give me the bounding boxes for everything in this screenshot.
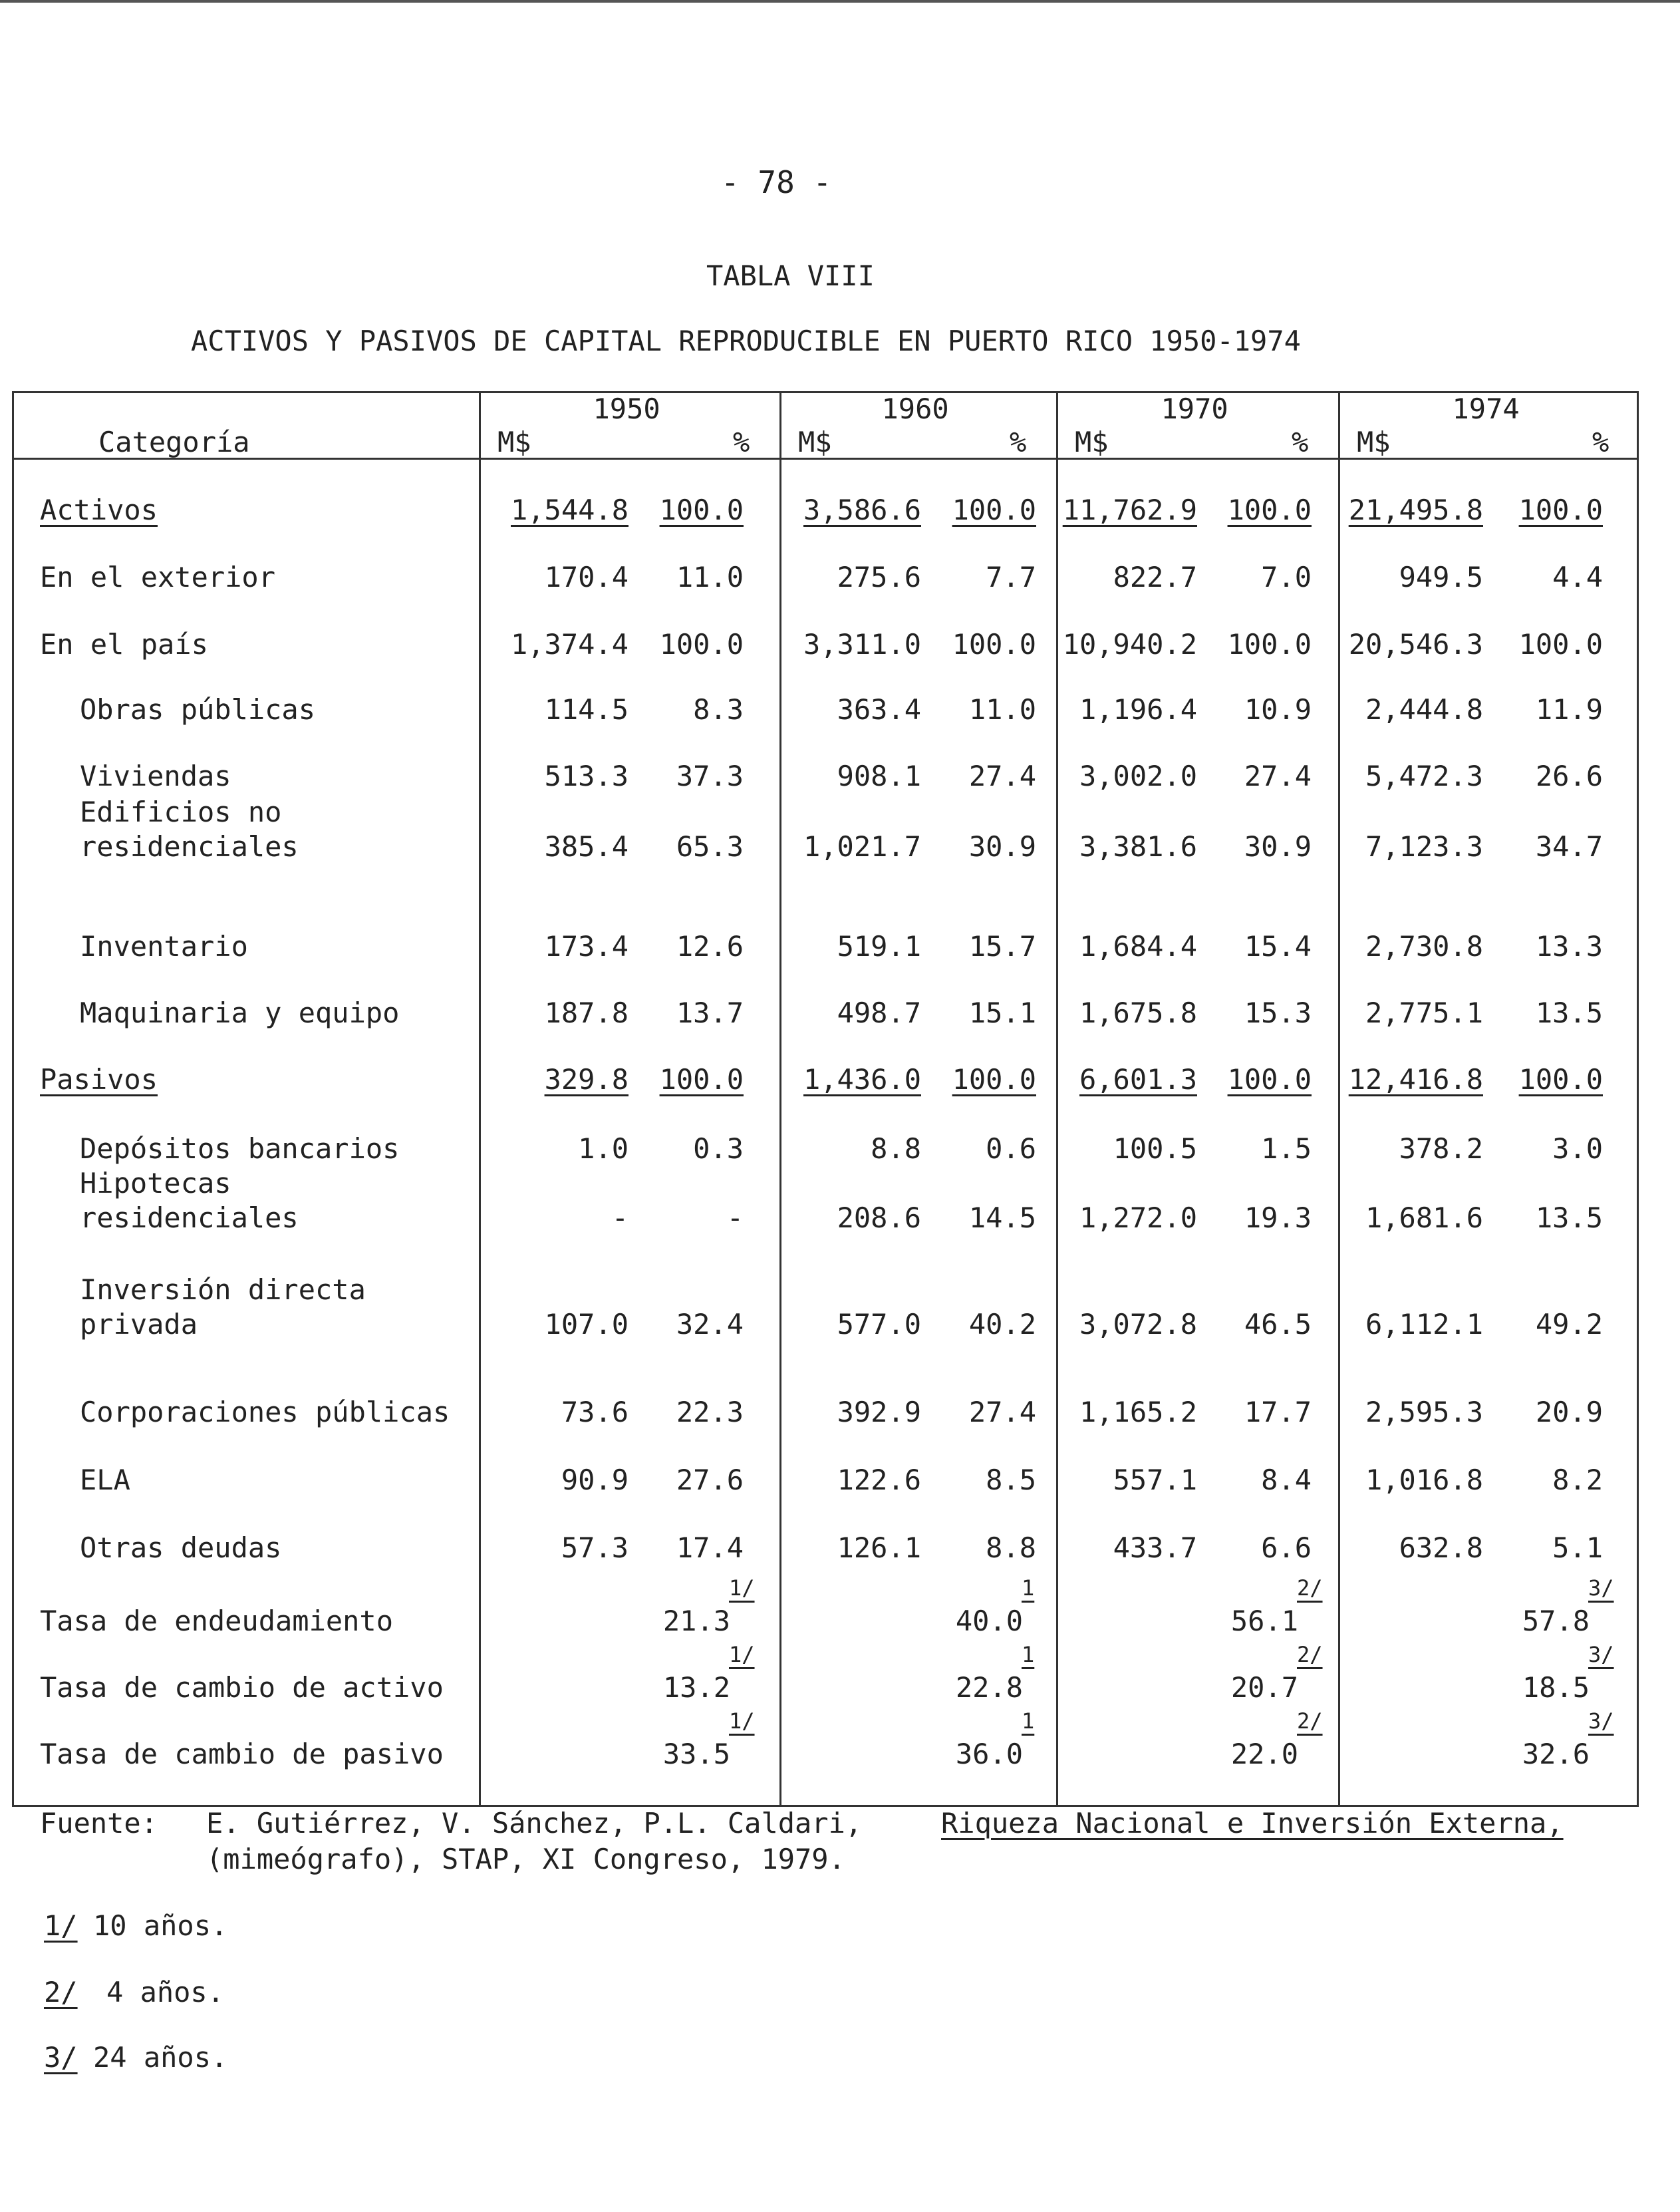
- table-cell: 0.3: [693, 1132, 744, 1165]
- rate-cell: 21.3: [662, 1605, 730, 1637]
- footnote-mark: 2/: [44, 1976, 78, 2008]
- header-col-pct: %: [1010, 426, 1027, 458]
- table-cell: 1,436.0: [803, 1063, 921, 1096]
- table-cell: 6,601.3: [1079, 1063, 1197, 1096]
- table-cell: 19.3: [1244, 1201, 1312, 1234]
- table-cell: 208.6: [837, 1201, 921, 1234]
- table-cell: 15.1: [968, 997, 1036, 1029]
- table-cell: 21,495.8: [1348, 494, 1483, 526]
- row-label: Corporaciones públicas: [80, 1396, 450, 1428]
- row-label: Inversión directa: [80, 1273, 366, 1306]
- rate-cell: 56.1: [1230, 1605, 1298, 1637]
- row-label: Hipotecas: [80, 1167, 231, 1199]
- table-cell: 2,444.8: [1365, 693, 1483, 726]
- col-separator: [1338, 391, 1340, 1807]
- table-cell: 557.1: [1113, 1464, 1197, 1496]
- table-cell: 7.0: [1261, 561, 1312, 593]
- header-col-ms: M$: [1357, 426, 1391, 458]
- table-cell: 3.0: [1552, 1132, 1603, 1165]
- table-cell: 15.3: [1244, 997, 1312, 1029]
- header-col-ms: M$: [1075, 426, 1109, 458]
- table-cell: 1,675.8: [1079, 997, 1197, 1029]
- table-cell: 100.0: [1518, 1063, 1603, 1096]
- table-cell: 30.9: [968, 830, 1036, 863]
- table-cell: 10,940.2: [1062, 628, 1197, 661]
- table-cell: 1,016.8: [1365, 1464, 1483, 1496]
- table-cell: 8.8: [871, 1132, 921, 1165]
- table-cell: 22.3: [676, 1396, 744, 1428]
- table-cell: 363.4: [837, 693, 921, 726]
- table-cell: 378.2: [1399, 1132, 1483, 1165]
- table-cell: 17.7: [1244, 1396, 1312, 1428]
- source-work: Riqueza Nacional e Inversión Externa,: [941, 1807, 1564, 1839]
- header-col-pct: %: [1592, 426, 1610, 458]
- row-label: privada: [80, 1308, 198, 1341]
- table-cell: 433.7: [1113, 1531, 1197, 1564]
- table-cell: 65.3: [676, 830, 744, 863]
- table-cell: 100.0: [952, 1063, 1036, 1096]
- rate-label: Tasa de cambio de pasivo: [40, 1738, 444, 1770]
- table-cell: 11.9: [1535, 693, 1603, 726]
- table-cell: 30.9: [1244, 830, 1312, 863]
- rate-cell: 33.5: [662, 1738, 730, 1770]
- table-cell: 392.9: [837, 1396, 921, 1428]
- header-col-ms: M$: [497, 426, 531, 458]
- table-cell: 57.3: [561, 1531, 629, 1564]
- table-cell: 949.5: [1399, 561, 1483, 593]
- row-label: residenciales: [80, 830, 299, 863]
- rate-footnote-mark: 2/: [1297, 1575, 1323, 1601]
- table-cell: 1,272.0: [1079, 1201, 1197, 1234]
- table-cell: 100.0: [659, 1063, 744, 1096]
- table-cell: 126.1: [837, 1531, 921, 1564]
- row-label: Obras públicas: [80, 693, 316, 726]
- rate-footnote-mark: 2/: [1297, 1642, 1323, 1667]
- table-cell: 577.0: [837, 1308, 921, 1341]
- footnote-mark: 1/: [44, 1909, 78, 1942]
- table-cell: 1,196.4: [1079, 693, 1197, 726]
- page-number: - 78 -: [721, 164, 832, 200]
- table-cell: 100.0: [1518, 494, 1603, 526]
- row-label: residenciales: [80, 1201, 299, 1234]
- rate-footnote-mark: 1/: [729, 1575, 755, 1601]
- table-cell: 8.4: [1261, 1464, 1312, 1496]
- table-cell: 0.6: [986, 1132, 1036, 1165]
- table-cell: 107.0: [544, 1308, 629, 1341]
- rate-cell: 40.0: [955, 1605, 1023, 1637]
- table-cell: 10.9: [1244, 693, 1312, 726]
- table-cell: 100.0: [659, 628, 744, 661]
- row-label: Edificios no: [80, 796, 282, 828]
- row-label: Inventario: [80, 930, 248, 963]
- table-cell: 7.7: [986, 561, 1036, 593]
- table-cell: 4.4: [1552, 561, 1603, 593]
- table-cell: 13.5: [1535, 997, 1603, 1029]
- table-cell: 100.0: [1518, 628, 1603, 661]
- footnote-text: 10 años.: [93, 1909, 228, 1942]
- table-cell: 37.3: [676, 760, 744, 792]
- table-cell: 15.7: [968, 930, 1036, 963]
- table-cell: 8.5: [986, 1464, 1036, 1496]
- rate-label: Tasa de cambio de activo: [40, 1671, 444, 1704]
- table-cell: 27.4: [1244, 760, 1312, 792]
- table-cell: 6,112.1: [1365, 1308, 1483, 1341]
- header-col-pct: %: [1292, 426, 1309, 458]
- table-cell: 11.0: [968, 693, 1036, 726]
- rate-cell: 13.2: [662, 1671, 730, 1704]
- table-cell: 2,595.3: [1365, 1396, 1483, 1428]
- table-cell: 1,374.4: [510, 628, 629, 661]
- table-cell: 385.4: [544, 830, 629, 863]
- page-top-edge: [0, 0, 1680, 3]
- header-year: 1950: [593, 393, 660, 425]
- footnote-mark: 3/: [44, 2041, 78, 2074]
- col-separator: [479, 391, 481, 1807]
- rate-cell: 36.0: [955, 1738, 1023, 1770]
- rate-cell: 20.7: [1230, 1671, 1298, 1704]
- table-cell: 90.9: [561, 1464, 629, 1496]
- header-year: 1970: [1161, 393, 1228, 425]
- table-cell: 1,544.8: [510, 494, 629, 526]
- table-cell: 46.5: [1244, 1308, 1312, 1341]
- rate-footnote-mark: 3/: [1588, 1642, 1614, 1667]
- row-label: En el exterior: [40, 561, 276, 593]
- header-category: Categoría: [98, 426, 250, 458]
- table-cell: 329.8: [544, 1063, 629, 1096]
- table-cell: 5.1: [1552, 1531, 1603, 1564]
- table-cell: 27.6: [676, 1464, 744, 1496]
- table-cell: 32.4: [676, 1308, 744, 1341]
- table-cell: 100.0: [1227, 628, 1312, 661]
- col-separator: [779, 391, 781, 1807]
- row-label: Activos: [40, 494, 158, 526]
- table-cell: 12.6: [676, 930, 744, 963]
- table-title: ACTIVOS Y PASIVOS DE CAPITAL REPRODUCIBLE EN PUERTO RICO 1950-1974: [191, 325, 1301, 357]
- rate-footnote-mark: 3/: [1588, 1575, 1614, 1601]
- header-year: 1974: [1452, 393, 1520, 425]
- table-cell: 20,546.3: [1348, 628, 1483, 661]
- table-cell: 1,684.4: [1079, 930, 1197, 963]
- table-cell: 170.4: [544, 561, 629, 593]
- row-label: Otras deudas: [80, 1531, 282, 1564]
- row-label: ELA: [80, 1464, 130, 1496]
- table-cell: 100.0: [1227, 494, 1312, 526]
- rate-cell: 22.0: [1230, 1738, 1298, 1770]
- table-cell: 173.4: [544, 930, 629, 963]
- header-col-pct: %: [733, 426, 750, 458]
- table-cell: 17.4: [676, 1531, 744, 1564]
- row-label: Maquinaria y equipo: [80, 997, 400, 1029]
- row-label: Depósitos bancarios: [80, 1132, 400, 1165]
- table-cell: 3,586.6: [803, 494, 921, 526]
- table-cell: 5,472.3: [1365, 760, 1483, 792]
- table-cell: 20.9: [1535, 1396, 1603, 1428]
- table-cell: 100.0: [952, 494, 1036, 526]
- rate-cell: 57.8: [1522, 1605, 1590, 1637]
- rate-footnote-mark: 1/: [729, 1708, 755, 1734]
- rate-cell: 32.6: [1522, 1738, 1590, 1770]
- table-cell: 13.5: [1535, 1201, 1603, 1234]
- table-cell: 513.3: [544, 760, 629, 792]
- table-cell: 15.4: [1244, 930, 1312, 963]
- table-cell: 1,681.6: [1365, 1201, 1483, 1234]
- rate-footnote-mark: 3/: [1588, 1708, 1614, 1734]
- table-cell: 908.1: [837, 760, 921, 792]
- table-cell: 73.6: [561, 1396, 629, 1428]
- table-cell: 100.0: [1227, 1063, 1312, 1096]
- table-cell: 34.7: [1535, 830, 1603, 863]
- col-separator: [1056, 391, 1058, 1807]
- rate-footnote-mark: 1/: [729, 1642, 755, 1667]
- table-cell: 2,775.1: [1365, 997, 1483, 1029]
- table-cell: 1.0: [578, 1132, 629, 1165]
- table-frame: [12, 391, 1639, 1807]
- table-cell: 632.8: [1399, 1531, 1483, 1564]
- header-year: 1960: [881, 393, 949, 425]
- table-cell: 6.6: [1261, 1531, 1312, 1564]
- table-cell: 11,762.9: [1062, 494, 1197, 526]
- table-cell: 822.7: [1113, 561, 1197, 593]
- table-cell: 27.4: [968, 1396, 1036, 1428]
- table-cell: 7,123.3: [1365, 830, 1483, 863]
- table-cell: 519.1: [837, 930, 921, 963]
- footnote-text: 24 años.: [93, 2041, 228, 2074]
- table-cell: 122.6: [837, 1464, 921, 1496]
- rate-footnote-mark: 2/: [1297, 1708, 1323, 1734]
- table-cell: 498.7: [837, 997, 921, 1029]
- table-cell: 275.6: [837, 561, 921, 593]
- table-cell: 26.6: [1535, 760, 1603, 792]
- table-cell: -: [726, 1201, 744, 1234]
- table-cell: 11.0: [676, 561, 744, 593]
- footnote-text: 4 años.: [106, 1976, 225, 2008]
- table-cell: 100.0: [952, 628, 1036, 661]
- rate-cell: 18.5: [1522, 1671, 1590, 1704]
- table-cell: 3,072.8: [1079, 1308, 1197, 1341]
- table-cell: 3,002.0: [1079, 760, 1197, 792]
- table-cell: 114.5: [544, 693, 629, 726]
- source-authors: E. Gutiérrez, V. Sánchez, P.L. Caldari,: [206, 1807, 863, 1839]
- source-prefix: Fuente:: [40, 1807, 158, 1839]
- table-cell: -: [611, 1201, 629, 1234]
- table-label: TABLA VIII: [706, 259, 875, 292]
- table-cell: 2,730.8: [1365, 930, 1483, 963]
- table-cell: 1.5: [1261, 1132, 1312, 1165]
- table-cell: 13.3: [1535, 930, 1603, 963]
- table-cell: 8.2: [1552, 1464, 1603, 1496]
- table-cell: 13.7: [676, 997, 744, 1029]
- table-cell: 100.5: [1113, 1132, 1197, 1165]
- table-cell: 100.0: [659, 494, 744, 526]
- table-cell: 40.2: [968, 1308, 1036, 1341]
- table-cell: 27.4: [968, 760, 1036, 792]
- table-cell: 49.2: [1535, 1308, 1603, 1341]
- table-cell: 3,311.0: [803, 628, 921, 661]
- row-label: Pasivos: [40, 1063, 158, 1096]
- table-cell: 1,021.7: [803, 830, 921, 863]
- row-label: Viviendas: [80, 760, 231, 792]
- table-cell: 1,165.2: [1079, 1396, 1197, 1428]
- row-label: En el país: [40, 628, 208, 661]
- table-cell: 14.5: [968, 1201, 1036, 1234]
- table-cell: 8.3: [693, 693, 744, 726]
- rate-footnote-mark: 1: [1022, 1575, 1035, 1601]
- rate-cell: 22.8: [955, 1671, 1023, 1704]
- rate-footnote-mark: 1: [1022, 1708, 1035, 1734]
- table-cell: 3,381.6: [1079, 830, 1197, 863]
- header-col-ms: M$: [798, 426, 832, 458]
- table-cell: 187.8: [544, 997, 629, 1029]
- rate-label: Tasa de endeudamiento: [40, 1605, 394, 1637]
- source-line2: (mimeógrafo), STAP, XI Congreso, 1979.: [206, 1843, 845, 1875]
- table-cell: 12,416.8: [1348, 1063, 1483, 1096]
- table-cell: 8.8: [986, 1531, 1036, 1564]
- rate-footnote-mark: 1: [1022, 1642, 1035, 1667]
